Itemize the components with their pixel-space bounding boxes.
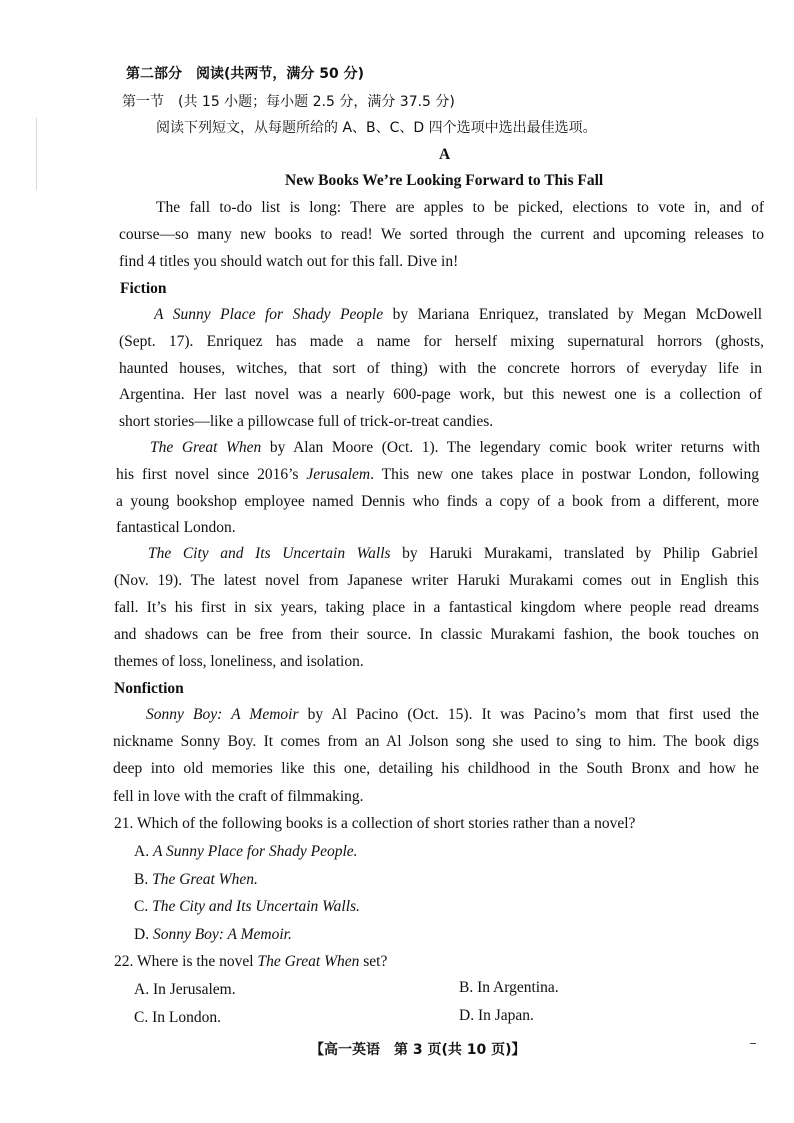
instruction-text: 阅读下列短文，从每题所给的 A、B、C、D 四个选项中选出最佳选项。 [156, 120, 597, 136]
question-22-stem: 22. Where is the novel The Great When set? [114, 953, 388, 970]
book4-first-line: Sonny Boy: A Memoir by Al Pacino (Oct. 15). It was Pacino’s mom that first used the [146, 706, 759, 723]
jerusalem-title: Jerusalem [306, 466, 371, 483]
fiction-heading: Fiction [120, 280, 167, 297]
intro-line: course—so many new books to read! We sorted through the current and upcoming releases to [119, 226, 764, 243]
book1-line: Argentina. Her last novel was a nearly 600-page work, but this newest one is a collection of [119, 386, 762, 403]
q22-option-b: B. In Argentina. [459, 979, 559, 996]
passage-title: New Books We’re Looking Forward to This Fall [285, 172, 604, 189]
book2-line: a young bookshop employee named Dennis who finds a copy of a book from a different, more [116, 493, 759, 510]
part-title: 第二部分 阅读(共两节，满分 50 分) [126, 66, 365, 82]
passage-letter: A [439, 146, 451, 163]
book4-line: fell in love with the craft of filmmaking. [113, 788, 364, 805]
book3-line: fall. It’s his first in six years, taking place in a fantastical kingdom where people read dreams [114, 599, 759, 616]
book3-first-line: The City and Its Uncertain Walls by Haruki Murakami, translated by Philip Gabriel [148, 545, 758, 562]
book2-line: his first novel since 2016’s Jerusalem. This new one takes place in postwar London, following [116, 466, 759, 483]
intro-line: The fall to-do list is long: There are apples to be picked, elections to vote in, and of [156, 199, 764, 216]
q21-option-d: D. Sonny Boy: A Memoir. [134, 926, 292, 943]
scan-margin-mark [36, 118, 37, 190]
nonfiction-heading: Nonfiction [114, 680, 184, 697]
book1-line: (Sept. 17). Enriquez has made a name for herself mixing supernatural horrors (ghosts, [119, 333, 764, 350]
book3-line: themes of loss, loneliness, and isolation. [114, 653, 364, 670]
book1-line: short stories—like a pillowcase full of trick-or-treat candies. [119, 413, 494, 430]
book3-line: and shadows can be free from their source. In classic Murakami fashion, the book touches on [114, 626, 759, 643]
book1-first-line [154, 305, 762, 325]
q21-option-a: A. A Sunny Place for Shady People. [134, 843, 358, 860]
q21-option-c: C. The City and Its Uncertain Walls. [134, 898, 360, 915]
book2-title: The Great When [150, 439, 262, 456]
intro-line: find 4 titles you should watch out for this fall. Dive in! [119, 253, 459, 270]
scan-dash-mark [750, 1043, 756, 1044]
page-footer: 【高一英语 第 3 页(共 10 页)】 [310, 1042, 526, 1058]
book2-line: fantastical London. [116, 519, 236, 536]
q22-option-a: A. In Jerusalem. [134, 981, 236, 998]
book4-title: Sonny Boy: A Memoir [146, 706, 299, 723]
book2-first-line: The Great When by Alan Moore (Oct. 1). The legendary comic book writer returns with [150, 439, 760, 456]
book3-title: The City and Its Uncertain Walls [148, 545, 391, 562]
book1-author: by Mariana Enriquez, translated by Megan McDowell [383, 306, 762, 323]
q22-option-d: D. In Japan. [459, 1007, 534, 1024]
question-21-stem: 21. Which of the following books is a collection of short stories rather than a novel? [114, 815, 636, 832]
book4-line: nickname Sonny Boy. It comes from an Al Jolson song she used to sing to him. The book digs [113, 733, 759, 750]
section-title: 第一节 (共 15 小题；每小题 2.5 分，满分 37.5 分) [122, 94, 455, 110]
q22-option-c: C. In London. [134, 1009, 221, 1026]
book4-line: deep into old memories like this one, detailing his childhood in the South Bronx and how he [113, 760, 759, 777]
book3-line: (Nov. 19). The latest novel from Japanese writer Haruki Murakami comes out in English this [114, 572, 759, 589]
book1-title: A Sunny Place for Shady People [154, 306, 384, 323]
book1-line: haunted houses, witches, that sort of thing) with the concrete horrors of everyday life in [119, 360, 762, 377]
q21-option-b: B. The Great When. [134, 871, 258, 888]
